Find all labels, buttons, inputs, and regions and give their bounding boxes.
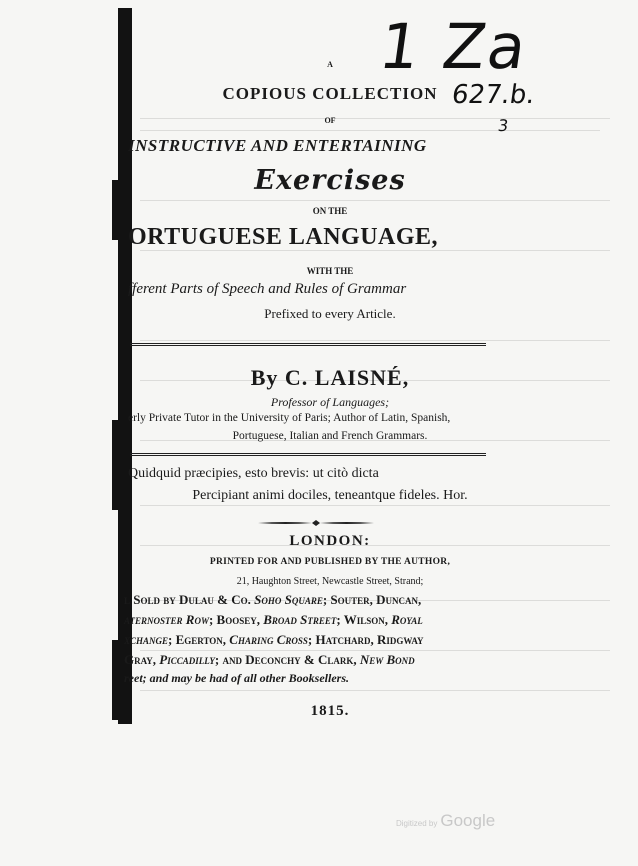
seller-text: ; Souter, Duncan, <box>322 592 422 607</box>
title-line-on-the: ON THE <box>312 206 348 216</box>
seller-place: Royal <box>391 612 423 627</box>
handwritten-number: 627.b. <box>449 80 537 110</box>
imprint-address: 21, Haughton Street, Newcastle Street, Strand; <box>236 576 424 587</box>
divider-rule <box>130 343 486 346</box>
divider-rule <box>130 453 486 456</box>
imprint-sellers-3 <box>124 632 514 648</box>
title-article: A <box>327 60 333 69</box>
publication-year: 1815. <box>310 703 350 719</box>
watermark-prefix: Digitized by <box>396 819 438 828</box>
seller-place: New Bond <box>359 652 415 667</box>
author-title: Professor of Languages; <box>270 395 390 409</box>
binding-shadow-edge <box>112 640 120 720</box>
seller-text: l Sold by Dulau & Co. <box>124 592 251 607</box>
epigraph-line-1: Quidquid præcipies, esto brevis: ut citò dicta <box>128 466 379 481</box>
handwritten-subnumber: 3 <box>496 116 510 135</box>
seller-text: ; Egerton, <box>168 632 227 647</box>
title-line-copious: COPIOUS COLLECTION <box>222 84 438 103</box>
seller-text: Gray, <box>124 652 157 667</box>
imprint-sellers-2 <box>124 612 514 628</box>
seller-place: Broad Street <box>263 612 337 627</box>
bleed-line <box>140 200 610 201</box>
title-line-exercises: Exercises <box>254 165 406 196</box>
seller-text: ; Wilson, <box>336 612 388 627</box>
epigraph-line-2: Percipiant animi dociles, teneantque fideles. Hor. <box>192 488 468 503</box>
seller-text: ; Hatchard, Ridgway <box>307 632 424 647</box>
author-line: By C. LAISNÉ, <box>250 365 410 390</box>
bleed-line <box>140 505 610 506</box>
seller-place: Piccadilly <box>159 652 215 667</box>
seller-place: aternoster Row <box>124 612 209 627</box>
imprint-printed: PRINTED FOR AND PUBLISHED BY THE AUTHOR, <box>209 557 451 567</box>
imprint-sellers-4 <box>124 652 514 668</box>
seller-place: Soho Square <box>254 592 323 607</box>
title-line-of: OF <box>324 116 336 125</box>
title-line-with-the: WITH THE <box>306 266 354 276</box>
bleed-line <box>140 130 600 131</box>
seller-place: Charing Cross <box>229 632 308 647</box>
binding-shadow-edge <box>112 180 120 240</box>
imprint-sellers-1 <box>124 592 514 608</box>
ornament-flourish <box>256 519 376 527</box>
seller-place: xchange <box>124 632 169 647</box>
google-watermark <box>396 811 495 831</box>
author-grammars: Portuguese, Italian and French Grammars. <box>232 430 428 442</box>
title-line-prefixed: Prefixed to every Article. <box>264 306 396 321</box>
binding-shadow-edge <box>112 420 120 510</box>
seller-text: ; and Deconchy & Clark, <box>214 652 357 667</box>
bleed-line <box>140 340 610 341</box>
title-line-portuguese: ORTUGUESE LANGUAGE, <box>128 224 439 250</box>
title-line-instructive: INSTRUCTIVE AND ENTERTAINING <box>128 136 427 155</box>
handwritten-shelfmark: 1 Za <box>374 10 533 83</box>
seller-text: ; Boosey, <box>208 612 260 627</box>
bleed-line <box>140 690 610 691</box>
bleed-line <box>140 650 610 651</box>
imprint-city: LONDON: <box>289 533 371 549</box>
google-logo-text: Google <box>440 811 496 830</box>
author-credentials: erly Private Tutor in the University of Paris; Author of Latin, Spanish, <box>128 412 451 424</box>
title-line-parts: fferent Parts of Speech and Rules of Grammar <box>128 281 407 297</box>
imprint-sellers-5: reet; and may be had of all other Booksellers. <box>124 671 349 685</box>
